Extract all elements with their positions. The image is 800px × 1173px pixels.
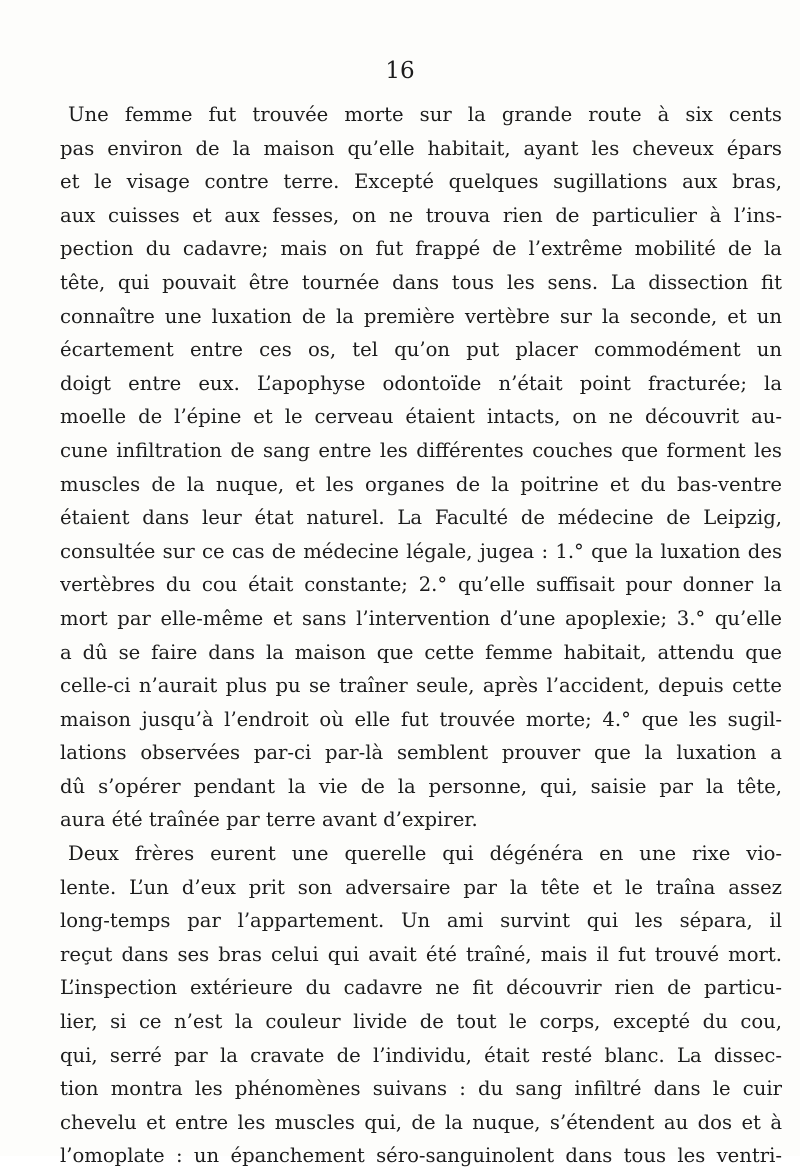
text-line: aux cuisses et aux fesses, on ne trouva rien de particulier à l’ins-: [60, 203, 782, 227]
text-line: Deux frères eurent une querelle qui dégénéra en une rixe vio-: [68, 842, 782, 866]
text-line: pas environ de la maison qu’elle habitait, ayant les cheveux épars: [60, 136, 782, 160]
paragraph-1: [60, 98, 782, 837]
text-line: l’omoplate : un épanchement séro-sanguinolent dans tous les ventri-: [60, 1144, 782, 1168]
text-line: cune infiltration de sang entre les différentes couches que forment les: [60, 438, 782, 462]
text-line: tion montra les phénomènes suivans : du sang infiltré dans le cuir: [60, 1077, 782, 1101]
text-line: doigt entre eux. L’apophyse odontoïde n’était point fracturée; la: [60, 371, 782, 395]
text-line: moelle de l’épine et le cerveau étaient intacts, on ne découvrit au-: [60, 405, 782, 429]
text-line: consultée sur ce cas de médecine légale, jugea : 1.° que la luxation des: [60, 539, 782, 563]
text-line: mort par elle-même et sans l’intervention d’une apoplexie; 3.° qu’elle: [60, 606, 782, 630]
text-line: long-temps par l’appartement. Un ami survint qui les sépara, il: [60, 909, 782, 933]
text-line: L’inspection extérieure du cadavre ne fit découvrir rien de particu-: [60, 976, 782, 1000]
text-line: lier, si ce n’est la couleur livide de tout le corps, excepté du cou,: [60, 1010, 782, 1034]
page-number: 16: [385, 58, 415, 84]
text-line: chevelu et entre les muscles qui, de la nuque, s’étendent au dos et à: [60, 1110, 782, 1134]
text-line: Une femme fut trouvée morte sur la grande route à six cents: [68, 103, 782, 126]
text-line: muscles de la nuque, et les organes de la poitrine et du bas-ventre: [60, 472, 782, 496]
text-line: celle-ci n’aurait plus pu se traîner seule, après l’accident, depuis cette: [60, 674, 782, 698]
text-line: tête, qui pouvait être tournée dans tous les sens. La dissection fit: [60, 270, 782, 294]
text-line: lations observées par-ci par-là semblent prouver que la luxation a: [60, 741, 782, 765]
text-line: étaient dans leur état naturel. La Faculté de médecine de Leipzig,: [60, 506, 782, 530]
paragraph-2: [60, 837, 782, 1173]
text-line: et le visage contre terre. Excepté quelques sugillations aux bras,: [60, 170, 782, 194]
text-line: connaître une luxation de la première vertèbre sur la seconde, et un: [60, 304, 782, 328]
text-line: aura été traînée par terre avant d’expirer.: [60, 808, 478, 832]
text-line: lente. L’un d’eux prit son adversaire par la tête et le traîna assez: [60, 875, 782, 899]
text-line: maison jusqu’à l’endroit où elle fut trouvée morte; 4.° que les sugil-: [60, 707, 782, 731]
body-text: [60, 98, 782, 1173]
text-line: reçut dans ses bras celui qui avait été traîné, mais il fut trouvé mort.: [60, 942, 782, 966]
text-line: vertèbres du cou était constante; 2.° qu’elle suffisait pour donner la: [60, 573, 782, 597]
text-line: dû s’opérer pendant la vie de la personne, qui, saisie par la tête,: [60, 774, 782, 798]
text-line: pection du cadavre; mais on fut frappé de l’extrême mobilité de la: [60, 237, 782, 261]
text-line: a dû se faire dans la maison que cette femme habitait, attendu que: [60, 640, 782, 664]
text-line: qui, serré par la cravate de l’individu, était resté blanc. La dissec-: [60, 1043, 782, 1067]
text-line: écartement entre ces os, tel qu’on put placer commodément un: [60, 338, 782, 362]
